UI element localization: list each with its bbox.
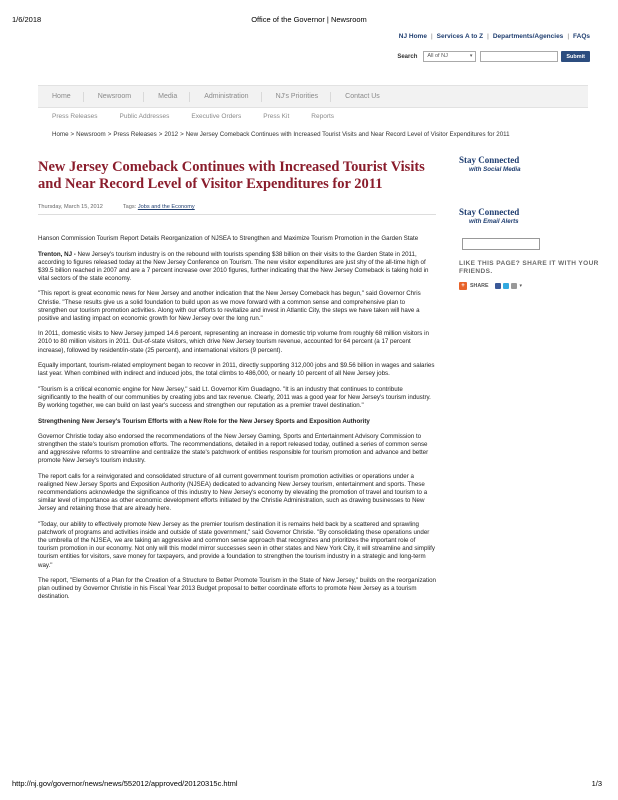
- chevron-down-icon: ▾: [469, 53, 473, 59]
- top-utility-nav: [399, 33, 590, 40]
- tag-link[interactable]: Jobs and the Economy: [137, 204, 195, 210]
- social-subtitle[interactable]: with Social Media: [469, 166, 521, 173]
- share-prompt: LIKE THIS PAGE? SHARE IT WITH YOUR FRIENDS.: [459, 260, 599, 276]
- chevron-down-icon[interactable]: ▾: [519, 282, 523, 289]
- print-page-title: Office of the Governor | Newsroom: [251, 15, 367, 24]
- nav-contact-us[interactable]: Contact Us: [345, 92, 380, 100]
- services-a-to-z-link[interactable]: Services A to Z: [436, 33, 484, 40]
- print-page-number: 1/3: [591, 779, 602, 788]
- paragraph: Equally important, tourism-related employment began to recover in 2011, directly supporting 312,000 jobs and $9.56 billion in wages and salaries last year. When combined with indirect and induced jobs, the total climbs to 486,000, or nearly 10 percent of all New Jersey jobs.: [38, 362, 435, 378]
- social-media-block: [459, 155, 599, 173]
- search-scope-value: All of NJ: [427, 53, 448, 59]
- paragraph: The report calls for a reinvigorated and consolidated structure of all current government tourism promotion activities or operations under a realigned New Jersey Sports and Exposition Authority (NJSEA) dedicated to advancing New Jersey tourism, entertainment and sports. These recommendations acknowledge the significance of this industry to New Jersey's economy by elevating the promotion of travel and tourism to a similar level of importance as other economic development efforts initiated by the Christie Administration, such as drawing businesses to New Jersey and retaining those that are already here.: [38, 473, 428, 513]
- email-subtitle[interactable]: with Email Alerts: [469, 218, 519, 225]
- search-label: Search: [397, 53, 418, 60]
- email-alerts-block: [459, 207, 599, 250]
- article-body: [38, 235, 436, 601]
- sub-nav: [52, 113, 356, 120]
- breadcrumb-separator: >: [107, 131, 112, 138]
- article-tags: [123, 204, 195, 210]
- paragraph-text: New Jersey's tourism industry is on the rebound with tourists spending $38 billion on their visits to the Garden State in 2011, according to figures released today at the New Jersey Conference on Tourism. The new visitor expenditures are just shy of the all-time high of $39.5 billion reached in 2007 and are a 7 percent increase over 2010 figures, further indicating that the New Jersey Comeback is taking hold in vital sectors of the state economy.: [38, 250, 429, 282]
- email-alert-input[interactable]: [462, 238, 540, 250]
- paragraph: [38, 251, 436, 283]
- paragraph: "Tourism is a critical economic engine for New Jersey," said Lt. Governor Kim Guadagno. "It is an industry that continues to contribute significantly to the health of our communities by creating jobs and tax revenue. Clearly, 2011 was a good year for New Jersey's tourism industry. By working together, we can build on last year's success and strengthen our reputation as a premier travel destination.": [38, 385, 431, 409]
- nav-separator: |: [567, 33, 570, 40]
- plus-icon: +: [459, 282, 467, 290]
- breadcrumb-separator: >: [70, 131, 75, 138]
- departments-agencies-link[interactable]: Departments/Agencies: [492, 33, 564, 40]
- email-title: Stay Connected: [459, 207, 520, 217]
- nav-media[interactable]: Media: [144, 92, 190, 102]
- email-icon[interactable]: [511, 283, 517, 289]
- nav-newsroom[interactable]: Newsroom: [84, 92, 144, 102]
- main-nav: [38, 85, 588, 108]
- nav-separator: |: [487, 33, 489, 40]
- subnav-press-releases[interactable]: Press Releases: [52, 113, 98, 120]
- breadcrumb-year[interactable]: 2012: [164, 131, 179, 138]
- breadcrumb-separator: >: [180, 131, 184, 138]
- search-submit-button[interactable]: Submit: [561, 51, 590, 62]
- article-subhead: Hanson Commission Tourism Report Details Reorganization of NJSEA to Strengthen and Maximize Tourism Promotion in the Garden State: [38, 235, 419, 242]
- subnav-reports[interactable]: Reports: [311, 113, 335, 120]
- section-heading: [38, 418, 436, 426]
- breadcrumb-current: New Jersey Comeback Continues with Increased Tourist Visits and Near Record Level of Visitor Expenditures for 2011: [185, 131, 510, 138]
- paragraph: The report, "Elements of a Plan for the Creation of a Structure to Better Promote Tourism in the State of New Jersey," builds on the reorganization plan outlined by Governor Christie in his Fiscal Year 2013 Budget proposal to better coordinate efforts to promote New Jersey as a tourism destination.: [38, 577, 436, 601]
- print-date: 1/6/2018: [12, 15, 42, 24]
- paragraph: In 2011, domestic visits to New Jersey jumped 14.6 percent, representing an increase in domestic trip volume from roughly 68 million visitors in 2010 to 80 million visitors in 2011. Out-of-state visitors, which drive New Jersey tourism revenue, accounted for 64 percent (a 17 percent increase), followed by resident/in-state (25 percent), and international visitors (9 percent).: [38, 330, 429, 354]
- print-url: http://nj.gov/governor/news/news/552012/approved/20120315c.html: [12, 779, 238, 788]
- section-heading-text: Strengthening New Jersey's Tourism Efforts with a New Role for the New Jersey Sports and Exposition Authority: [38, 417, 370, 425]
- article-headline: New Jersey Comeback Continues with Increased Tourist Visits and Near Record Level of Visitor Expenditures for 2011: [38, 159, 425, 192]
- site-search: [397, 51, 590, 62]
- subnav-executive-orders[interactable]: Executive Orders: [191, 113, 242, 120]
- breadcrumb-home[interactable]: Home: [52, 131, 69, 138]
- breadcrumb-separator: >: [158, 131, 163, 138]
- paragraph: "Today, our ability to effectively promote New Jersey as the premier tourism destination it is remains held back by a scattered and sprawling patchwork of programs and activities inside and outside of state government," said Governor Christie. "By consolidating these operations under the umbrella of the NJSEA, we are taking an aggressive and common sense approach that recognizes and prioritizes the important role of tourism promotion in our economy. Not only will this model mirror successes seen in other states and New York City, it will streamline and simplify tourism entities for visitors, save money for taxpayers, and provide a foundation to strengthen the tourism industry in a strategic and long-term way.": [38, 521, 435, 569]
- paragraph: Governor Christie today also endorsed the recommendations of the New Jersey Gaming, Sports and Entertainment Advisory Commission to strengthen the state's tourism promotion efforts. The recommendations, detailed in a report released today, outlined a series of common sense and aggressive reforms to streamline and centralize the state's patchwork of entities responsible for tourism promotion and advance and better promote New Jersey's tourism industry.: [38, 433, 429, 465]
- nav-home[interactable]: Home: [38, 92, 84, 102]
- breadcrumb-press-releases[interactable]: Press Releases: [113, 131, 157, 138]
- paragraph: "This report is great economic news for New Jersey and another indication that the New Jersey Comeback has begun," said Governor Chris Christie. "These results give us a solid foundation to build upon as we move forward with a common sense and comprehensive plan to strengthen our tourism promotion activities. Along with our efforts to revitalize and invest in Atlantic City, the steps we have taken will have a positive and lasting impact on economic growth for New Jersey over the long run.": [38, 290, 421, 322]
- breadcrumb-newsroom[interactable]: Newsroom: [76, 131, 106, 138]
- article-meta: [38, 204, 436, 215]
- nj-home-link[interactable]: NJ Home: [398, 33, 427, 40]
- tags-label: Tags:: [122, 204, 137, 210]
- nav-administration[interactable]: Administration: [190, 92, 261, 102]
- article: [38, 159, 436, 609]
- facebook-icon[interactable]: [495, 283, 501, 289]
- nav-nj-priorities[interactable]: NJ's Priorities: [262, 92, 332, 102]
- subnav-public-addresses[interactable]: Public Addresses: [119, 113, 170, 120]
- share-label: SHARE: [470, 282, 489, 289]
- faqs-link[interactable]: FAQs: [573, 33, 590, 40]
- social-title: Stay Connected: [459, 155, 520, 165]
- search-scope-select[interactable]: [423, 51, 476, 62]
- subnav-press-kit[interactable]: Press Kit: [263, 113, 290, 120]
- twitter-icon[interactable]: [503, 283, 509, 289]
- sidebar: [459, 155, 599, 290]
- search-input[interactable]: [480, 51, 558, 62]
- dateline: Trenton, NJ -: [38, 250, 76, 258]
- article-date: Thursday, March 15, 2012: [38, 204, 103, 210]
- share-button[interactable]: [459, 282, 599, 290]
- breadcrumb: [52, 131, 510, 138]
- nav-separator: |: [430, 33, 433, 40]
